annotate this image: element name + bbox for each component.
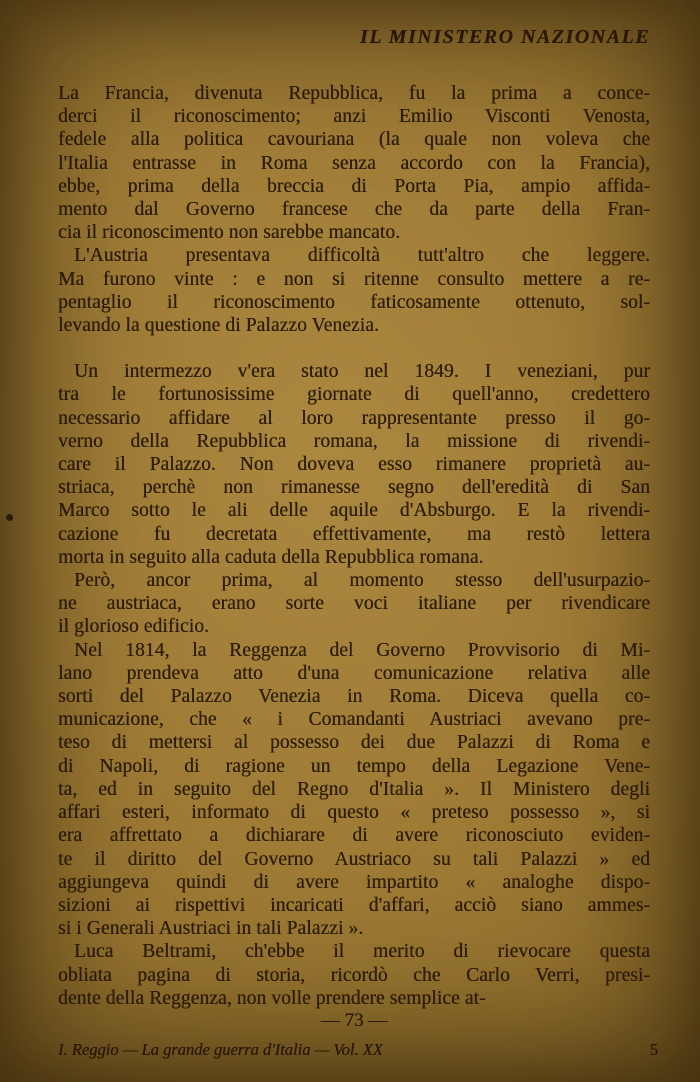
text-line: aggiungeva quindi di avere impartito « analoghe dispo- [58, 871, 650, 893]
text-line: obliata pagina di storia, ricordò che Carlo Verri, presi- [58, 964, 650, 986]
text-line: si i Generali Austriaci in tali Palazzi ». [58, 918, 364, 940]
text-line: Nel 1814, la Reggenza del Governo Provvisorio di Mi- [74, 639, 650, 661]
footer [58, 1040, 658, 1060]
text-line: era affrettato a dichiarare di avere riconosciuto eviden- [58, 825, 650, 847]
text-line: te il diritto del Governo Austriaco su tali Palazzi » ed [58, 848, 650, 870]
text-line: Però, ancor prima, al momento stesso dell'usurpazio- [74, 570, 650, 592]
text-line: care il Palazzo. Non doveva esso rimanere proprietà au- [58, 454, 650, 476]
text-line: di Napoli, di ragione un tempo della Legazione Vene- [58, 755, 650, 777]
text-line: cazione fu decretata effettivamente, ma restò lettera [58, 523, 650, 545]
text-line: Marco sotto le ali delle aquile d'Absburgo. E la rivendi- [58, 500, 650, 522]
text-line: derci il riconoscimento; anzi Emilio Visconti Venosta, [58, 106, 650, 128]
text-line: lano prendeva atto d'una comunicazione relativa alle [58, 662, 650, 684]
text-line: Ma furono vinte : e non si ritenne consulto mettere a re- [58, 268, 650, 290]
text-line: L'Austria presentava difficoltà tutt'altro che leggere. [74, 245, 650, 267]
text-line: ne austriaca, erano sorte voci italiane per rivendicare [58, 593, 650, 615]
text-line: tra le fortunosissime giornate di quell'anno, credettero [58, 384, 650, 406]
page-speck [6, 514, 13, 521]
text-line: Luca Beltrami, ch'ebbe il merito di rievocare questa [74, 941, 650, 963]
text-line: sorti del Palazzo Venezia in Roma. Diceva quella co- [58, 686, 650, 708]
text-line: affari esteri, informato di questo « preteso possesso », si [58, 802, 650, 824]
text-line: il glorioso edificio. [58, 616, 210, 638]
text-line: ta, ed in seguito del Regno d'Italia ». Il Ministero degli [58, 778, 650, 800]
text-line: morta in seguito alla caduta della Repubblica romana. [58, 546, 484, 568]
text-line: cia il riconoscimento non sarebbe mancato. [58, 222, 401, 244]
text-line: mento dal Governo francese che da parte della Fran- [58, 199, 650, 221]
text-line: Un intermezzo v'era stato nel 1849. I veneziani, pur [74, 361, 650, 383]
text-line: municazione, che « i Comandanti Austriaci avevano pre- [58, 709, 650, 731]
body-text [58, 82, 650, 1010]
running-header: IL MINISTERO NAZIONALE [359, 26, 650, 48]
text-line: La Francia, divenuta Repubblica, fu la prima a conce- [58, 83, 650, 104]
text-line: fedele alla politica cavouriana (la quale non voleva che [58, 129, 650, 151]
text-line: levando la questione di Palazzo Venezia. [58, 315, 379, 337]
text-line: sizioni ai rispettivi incaricati d'affari, acciò siano ammes- [58, 894, 650, 916]
text-line: pentaglio il riconoscimento faticosamente ottenuto, sol- [58, 291, 650, 313]
text-line: teso di mettersi al possesso dei due Palazzi di Roma e [58, 732, 650, 754]
footer-citation: I. Reggio — La grande guerra d'Italia — Vol. XX [58, 1040, 383, 1059]
text-line: necessario affidare al loro rappresentante presso il go- [58, 407, 650, 429]
footer-volume-number: 5 [649, 1040, 658, 1059]
text-line: l'Italia entrasse in Roma senza accordo con la Francia), [58, 152, 650, 174]
text-line: dente della Reggenza, non volle prendere semplice at- [58, 987, 486, 1009]
text-line: striaca, perchè non rimanesse segno dell'eredità di San [58, 477, 650, 499]
page-number: — 73 — [320, 1010, 388, 1031]
text-line: verno della Repubblica romana, la missione di rivendi- [58, 430, 650, 452]
text-line: ebbe, prima della breccia di Porta Pia, ampio affida- [58, 175, 650, 197]
